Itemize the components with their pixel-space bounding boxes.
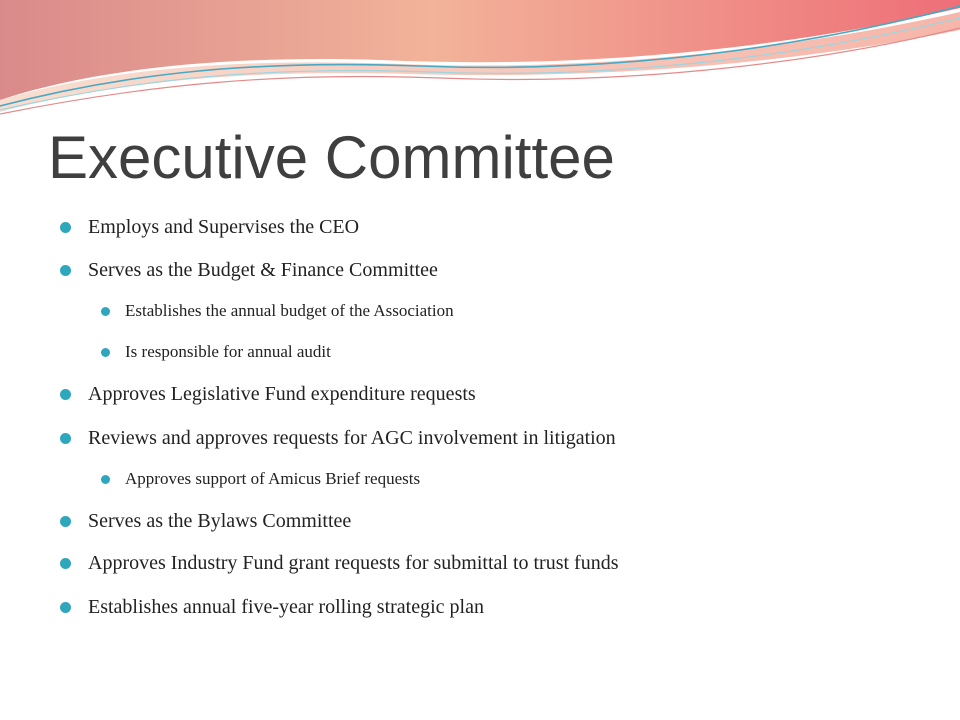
sub-bullet-icon: [101, 475, 110, 484]
bullet-item: [88, 594, 484, 620]
bullet-text: Approves Legislative Fund expenditure requests: [88, 383, 476, 405]
sub-bullet-icon: [101, 348, 110, 357]
bullet-text: Employs and Supervises the CEO: [88, 216, 360, 238]
sub-bullet-text: Is responsible for annual audit: [125, 342, 331, 361]
bullet-text: Approves Industry Fund grant requests for submittal to trust funds: [88, 552, 619, 574]
sub-bullet-text: Establishes the annual budget of the Association: [125, 301, 454, 320]
bullet-text: Serves as the Bylaws Committee: [88, 510, 352, 532]
sub-bullet-text: Approves support of Amicus Brief requests: [125, 469, 421, 488]
bullet-icon: [60, 222, 71, 233]
bullet-item: [88, 214, 359, 240]
bullet-text: Reviews and approves requests for AGC involvement in litigation: [88, 427, 616, 449]
slide-title: Executive Committee: [48, 124, 615, 191]
bullet-icon: [60, 389, 71, 400]
sub-bullet-item: [125, 341, 331, 363]
bullet-item: [88, 257, 438, 283]
bullet-item: [88, 381, 476, 407]
bullet-icon: [60, 558, 71, 569]
bullet-icon: [60, 602, 71, 613]
bullet-item: [88, 508, 351, 534]
sub-bullet-icon: [101, 307, 110, 316]
bullet-icon: [60, 265, 71, 276]
sub-bullet-item: [125, 300, 454, 322]
bullet-icon: [60, 516, 71, 527]
bullet-item: [88, 425, 616, 451]
bullet-item: [88, 550, 619, 576]
bullet-icon: [60, 433, 71, 444]
bullet-text: Establishes annual five-year rolling strategic plan: [88, 596, 484, 618]
bullet-text: Serves as the Budget & Finance Committee: [88, 259, 438, 281]
sub-bullet-item: [125, 468, 420, 490]
